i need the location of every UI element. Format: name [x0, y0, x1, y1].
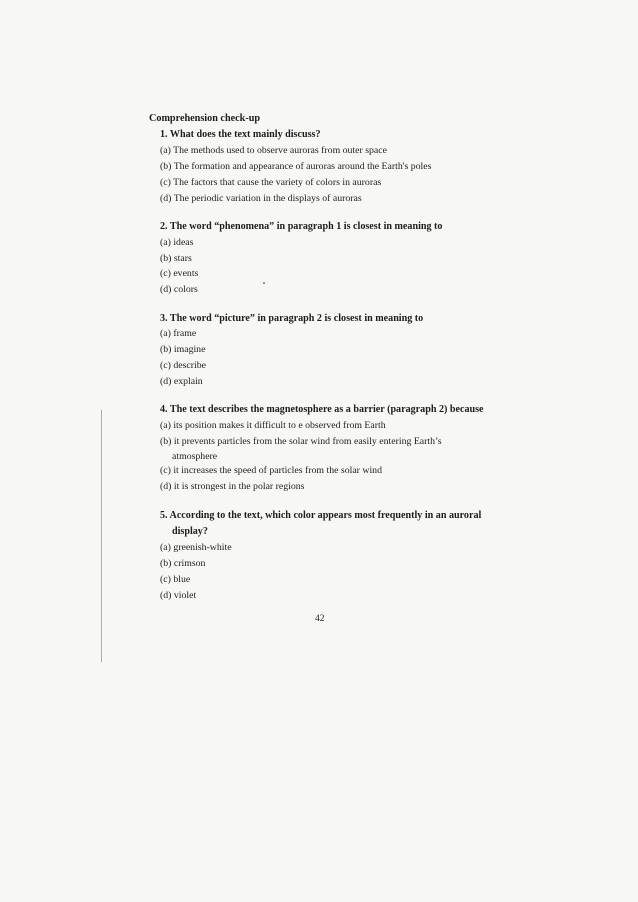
question-3-option-a: (a) frame [160, 328, 197, 339]
question-5-option-a: (a) greenish-white [160, 542, 232, 553]
question-5-option-d: (d) violet [160, 590, 197, 601]
question-4-option-d: (d) it is strongest in the polar regions [160, 481, 305, 492]
question-3-option-b: (b) imagine [160, 344, 206, 355]
question-1-option-d: (d) The periodic variation in the displays of auroras [160, 193, 362, 204]
question-5-option-c: (c) blue [160, 574, 191, 585]
question-5-option-b: (b) crimson [160, 558, 206, 569]
question-3-option-c: (c) describe [160, 360, 206, 371]
question-5-prompt: 5. According to the text, which color appears most frequently in an auroral [160, 510, 482, 521]
question-4-prompt: 4. The text describes the magnetosphere as a barrier (paragraph 2) because [160, 404, 484, 415]
question-2-option-c: (c) events [160, 268, 199, 279]
section-title: Comprehension check-up [149, 113, 261, 124]
page-number: 42 [315, 614, 325, 624]
question-3-prompt: 3. The word “picture” in paragraph 2 is closest in meaning to [160, 313, 424, 324]
question-1-option-a: (a) The methods used to observe auroras from outer space [160, 145, 387, 156]
question-4-option-b: (b) it prevents particles from the solar wind from easily entering Earth’s [160, 436, 442, 447]
question-2-option-a: (a) ideas [160, 237, 194, 248]
page-edge-line [101, 410, 102, 662]
question-1-prompt: 1. What does the text mainly discuss? [160, 129, 321, 140]
question-2-prompt: 2. The word “phenomena” in paragraph 1 is closest in meaning to [160, 221, 443, 232]
question-4-option-a: (a) its position makes it difficult to e observed from Earth [160, 420, 386, 431]
question-1-option-b: (b) The formation and appearance of auroras around the Earth's poles [160, 161, 432, 172]
question-5-prompt-continued: display? [172, 526, 208, 537]
question-1-option-c: (c) The factors that cause the variety of colors in auroras [160, 177, 382, 188]
question-2-option-b: (b) stars [160, 253, 192, 264]
scan-speck [263, 282, 265, 284]
question-4-option-b-continued: atmosphere [172, 451, 218, 462]
question-3-option-d: (d) explain [160, 376, 203, 387]
question-2-option-d: (d) colors [160, 284, 198, 295]
question-4-option-c: (c) it increases the speed of particles from the solar wind [160, 465, 382, 476]
